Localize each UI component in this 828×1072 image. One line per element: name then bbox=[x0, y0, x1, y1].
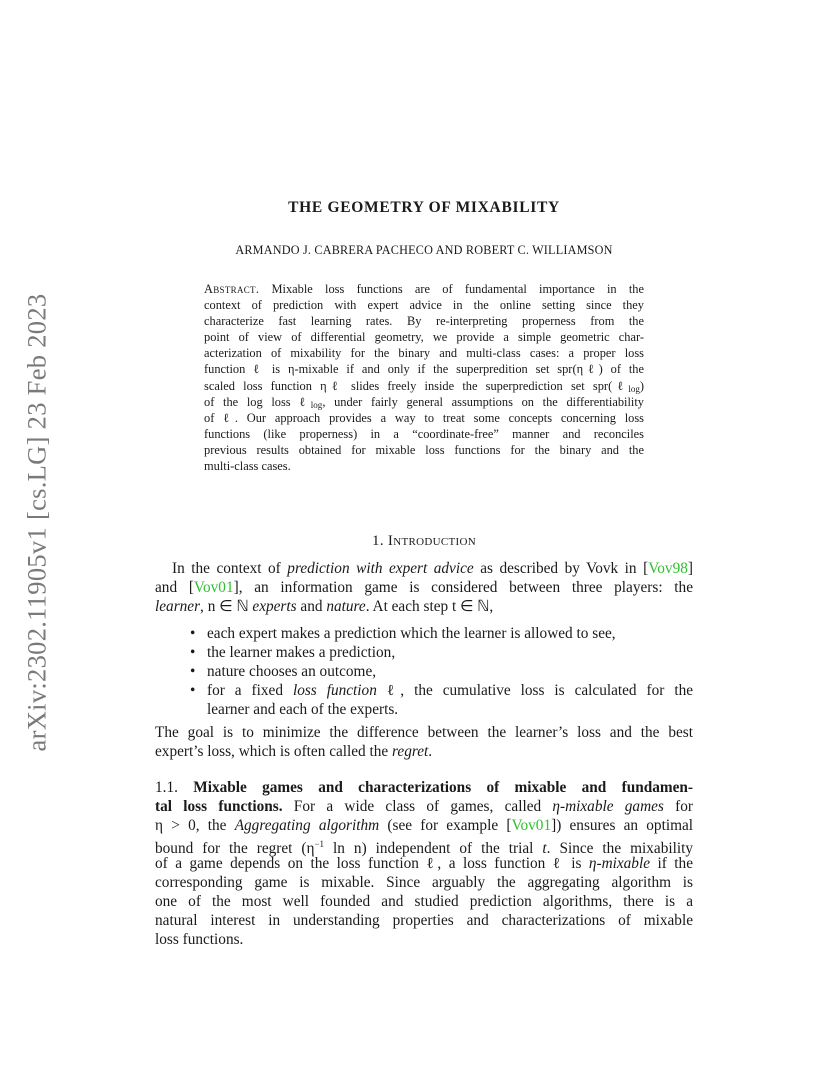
abstract-line: function ℓ is η-mixable if and only if the superpredition set spr(ηℓ) of the bbox=[204, 362, 644, 377]
bullet-icon: • bbox=[190, 625, 196, 642]
abstract-line: of the log loss ℓ$_{log}$, under fairly general assumptions on the differentiability bbox=[204, 394, 644, 410]
arxiv-identifier: arXiv:2302.11905v1 [cs.LG] 23 Feb 2023 bbox=[21, 293, 52, 751]
subsection-paragraph bbox=[155, 778, 693, 949]
subsection-heading: Mixable games and characterizations of mixable and fundamen- bbox=[193, 779, 694, 796]
abstract bbox=[204, 281, 644, 474]
citation-link[interactable]: Vov01 bbox=[193, 579, 234, 596]
text-line: learner, n ∈ ℕ experts and nature. At each step t ∈ ℕ, bbox=[155, 598, 494, 615]
text-line: corresponding game is mixable. Since arguably the aggregating algorithm is bbox=[155, 874, 693, 891]
list-item: • for a fixed loss function ℓ, the cumulative loss is calculated for the bbox=[190, 682, 694, 699]
text-line: bound for the regret ($\eta^{-1}$ ln n) independent of the trial t. Since the mixability bbox=[155, 839, 693, 857]
bullet-icon: • bbox=[190, 644, 196, 661]
goal-paragraph bbox=[155, 723, 693, 761]
citation-link[interactable]: Vov01 bbox=[511, 817, 552, 834]
abstract-line: Abstract. Mixable loss functions are of fundamental importance in the bbox=[204, 282, 644, 296]
text-line: loss functions. bbox=[155, 931, 244, 948]
text-line: In the context of prediction with expert advice as described by Vovk in [Vov98] bbox=[172, 560, 693, 577]
abstract-line: of ℓ. Our approach provides a way to treat some concepts concerning loss bbox=[204, 410, 644, 425]
abstract-line: functions (like properness) in a “coordinate-free” manner and reconciles bbox=[204, 426, 644, 441]
abstract-line: context of prediction with expert advice in the online setting since they bbox=[204, 298, 644, 313]
list-item: • nature chooses an outcome, bbox=[190, 663, 377, 680]
text-line: 1.1. Mixable games and characterizations of mixable and fundamen- bbox=[155, 779, 694, 796]
list-item-continuation: learner and each of the experts. bbox=[207, 701, 399, 718]
abstract-line: scaled loss function ηℓ slides freely inside the superprediction set spr(ℓ$_{log}$) bbox=[204, 378, 644, 394]
text-line: η > 0, the Aggregating algorithm (see for example [Vov01]) ensures an optimal bbox=[155, 817, 694, 834]
list-item: • the learner makes a prediction, bbox=[190, 644, 396, 661]
abstract-line: point of view of differential geometry, we provide a simple geometric char- bbox=[204, 330, 644, 345]
text-line: of a game depends on the loss function ℓ, a loss function ℓ is η-mixable if the bbox=[155, 855, 693, 872]
bullet-icon: • bbox=[190, 663, 196, 680]
text-line: and [Vov01], an information game is considered between three players: the bbox=[155, 579, 693, 596]
citation-link[interactable]: Vov98 bbox=[648, 560, 688, 577]
abstract-line: multi-class cases. bbox=[204, 459, 291, 474]
abstract-line: previous results obtained for mixable loss functions for the binary and the bbox=[204, 442, 644, 457]
text-line: natural interest in understanding properties and characterizations of mixable bbox=[155, 912, 693, 929]
abstract-line: characterize fast learning rates. By re-interpreting properness from the bbox=[204, 314, 644, 329]
arxiv-side-stamp bbox=[22, 287, 52, 757]
intro-paragraph bbox=[155, 559, 693, 616]
list-item: • each expert makes a prediction which the learner is allowed to see, bbox=[190, 625, 616, 642]
text-line: tal loss functions. For a wide class of games, called η-mixable games for bbox=[155, 798, 693, 815]
paper-authors: ARMANDO J. CABRERA PACHECO AND ROBERT C. WILLIAMSON bbox=[235, 243, 613, 257]
section-heading: 1. Introduction bbox=[372, 533, 476, 549]
abstract-heading: Abstract. bbox=[204, 282, 260, 296]
text-line: The goal is to minimize the difference between the learner’s loss and the best bbox=[155, 724, 693, 741]
bullet-list bbox=[190, 624, 693, 719]
text-line: one of the most well founded and studied prediction algorithms, there is a bbox=[155, 893, 693, 910]
paper-title: THE GEOMETRY OF MIXABILITY bbox=[288, 199, 560, 216]
text-line: expert’s loss, which is often called the regret. bbox=[155, 743, 433, 760]
bullet-icon: • bbox=[190, 682, 196, 699]
abstract-line: acterization of mixability for the binary and multi-class cases: a proper loss bbox=[204, 346, 644, 361]
